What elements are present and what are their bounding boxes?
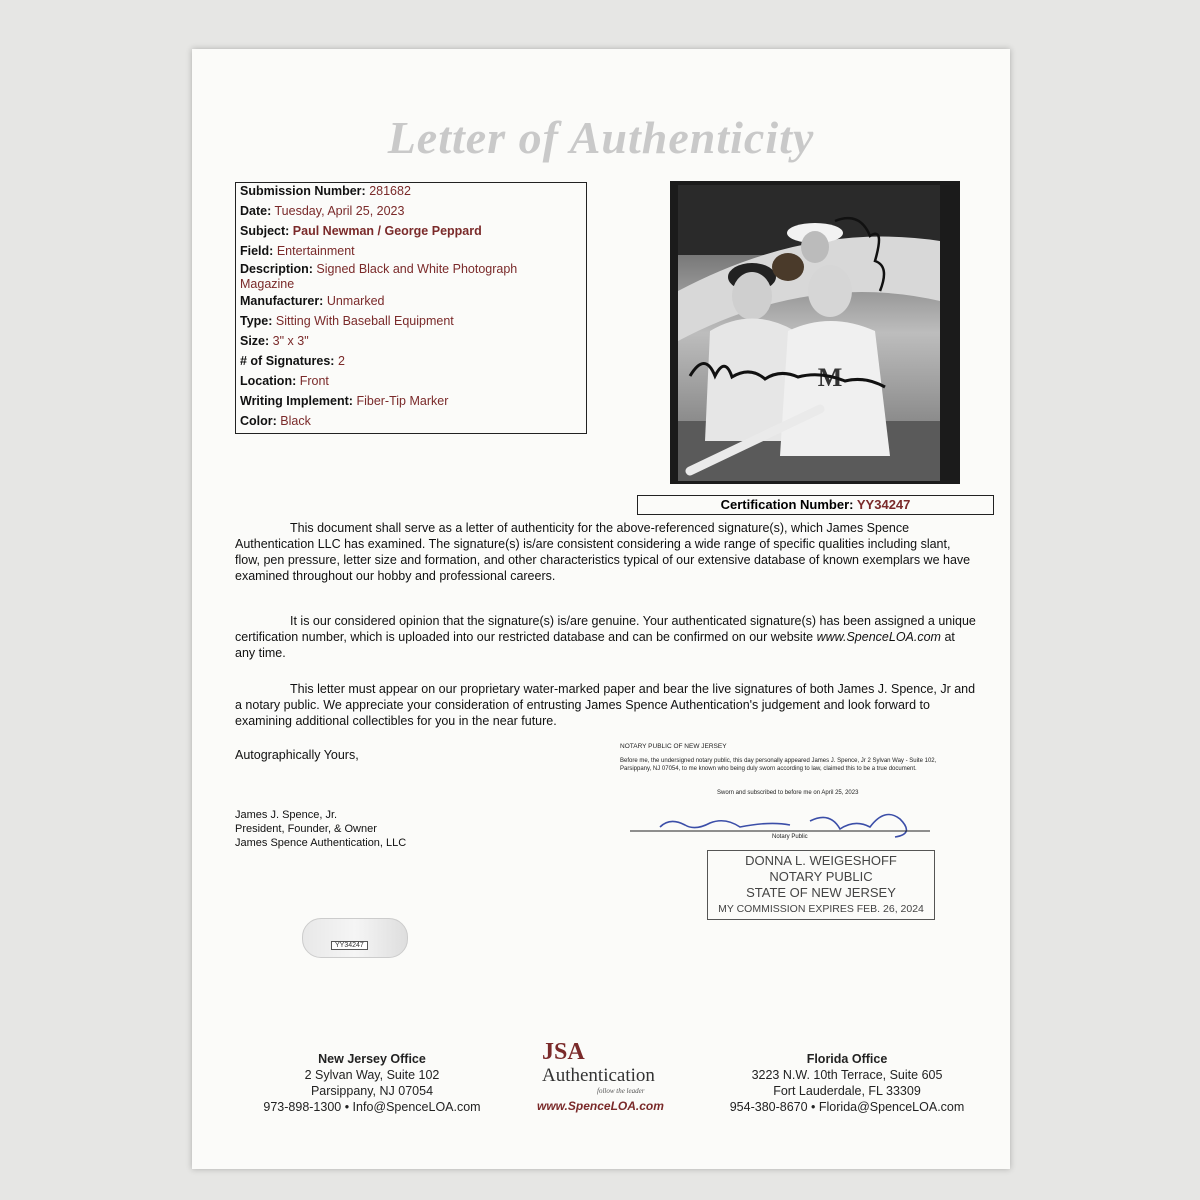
- signer-block: James J. Spence, Jr. President, Founder, & Owner James Spence Authentication, LLC: [235, 809, 407, 849]
- jsa-logo: [527, 1039, 697, 1121]
- info-row: Color: Black: [240, 414, 311, 428]
- notary-header: NOTARY PUBLIC OF NEW JERSEY: [620, 743, 727, 750]
- signed-photograph: [670, 181, 960, 484]
- cert-number: YY34247: [856, 497, 911, 512]
- info-row: Manufacturer: Unmarked: [240, 294, 385, 308]
- paragraph-3: This letter must appear on our proprietary water-marked paper and bear the live signatures of both James J. Spence, Jr and a notary public. We appreciate your consideration of entrusting James Spence Authentication's judgement and look forward to examining additional collectibles for you in the near future.: [235, 682, 976, 728]
- page-title: Letter of Authenticity: [387, 112, 815, 163]
- jsa-logo-url[interactable]: www.SpenceLOA.com: [537, 1099, 664, 1113]
- jsa-logo-mark: JSA: [542, 1039, 585, 1065]
- info-row: Submission Number: 281682: [240, 184, 411, 198]
- info-row: Date: Tuesday, April 25, 2023: [240, 204, 405, 218]
- footer-florida-office: Florida Office 3223 N.W. 10th Terrace, Suite 605 Fort Lauderdale, FL 33309 954-380-8670 • Florida@SpenceLOA.com: [729, 1052, 965, 1114]
- notary-stamp: DONNA L. WEIGESHOFF NOTARY PUBLIC STATE OF NEW JERSEY MY COMMISSION EXPIRES FEB. 26, 2024: [707, 850, 935, 920]
- jsa-logo-name: Authentication: [542, 1065, 655, 1086]
- info-row: Writing Implement: Fiber-Tip Marker: [240, 394, 449, 408]
- paragraph-2: It is our considered opinion that the signature(s) is/are genuine. Your authenticated signature(s) has been assigned a unique certification number, which is uploaded into our restricted database and can be confirmed on our website www.SpenceLOA.com at any time.: [235, 614, 976, 660]
- info-row: Size: 3" x 3": [240, 334, 309, 348]
- closing-line: Autographically Yours,: [235, 748, 359, 762]
- info-row: Type: Sitting With Baseball Equipment: [240, 314, 454, 328]
- paragraph-1: This document shall serve as a letter of authenticity for the above-referenced signature(s), which James Spence Authentication LLC has examined. The signature(s) is/are consistent considering a wide range of specific qualities including slant, flow, pen pressure, letter size and formation, and other characteristics typical of our extensive database of known exemplars we have examined throughout our hobby and professional careers.: [235, 521, 971, 583]
- cert-label: Certification Number:: [720, 497, 854, 512]
- notary-public-label: Notary Public: [772, 834, 808, 840]
- svg-text:M: M: [817, 363, 843, 392]
- jsa-logo-tagline: follow the leader: [597, 1087, 645, 1095]
- letter-page: [192, 49, 1010, 1169]
- submission-info-box: [235, 182, 587, 434]
- photograph-image: [670, 181, 960, 484]
- info-row: Subject: Paul Newman / George Peppard: [240, 224, 482, 238]
- info-row: Field: Entertainment: [240, 244, 355, 258]
- info-row-continued: Magazine: [240, 277, 295, 291]
- notary-sworn-text: Sworn and subscribed to before me on April 25, 2023: [717, 790, 859, 796]
- hologram-code: YY34247: [331, 941, 368, 950]
- website-link[interactable]: www.SpenceLOA.com: [816, 630, 941, 644]
- notary-text: Before me, the undersigned notary public, this day personally appeared James J. Spence, Jr 2 Sylvan Way - Suite 102, Parsippany, NJ 07054, to me known who being duly sworn according to law, claimed this to be a true document.: [620, 758, 937, 772]
- footer-new-jersey-office: New Jersey Office 2 Sylvan Way, Suite 102 Parsippany, NJ 07054 973-898-1300 • Info@SpenceLOA.com: [263, 1052, 481, 1114]
- info-row: # of Signatures: 2: [240, 354, 345, 368]
- info-row: Description: Signed Black and White Photograph: [240, 262, 518, 276]
- jsa-hologram-sticker: [302, 918, 408, 958]
- certification-number-box: [637, 495, 994, 515]
- info-row: Location: Front: [240, 374, 329, 388]
